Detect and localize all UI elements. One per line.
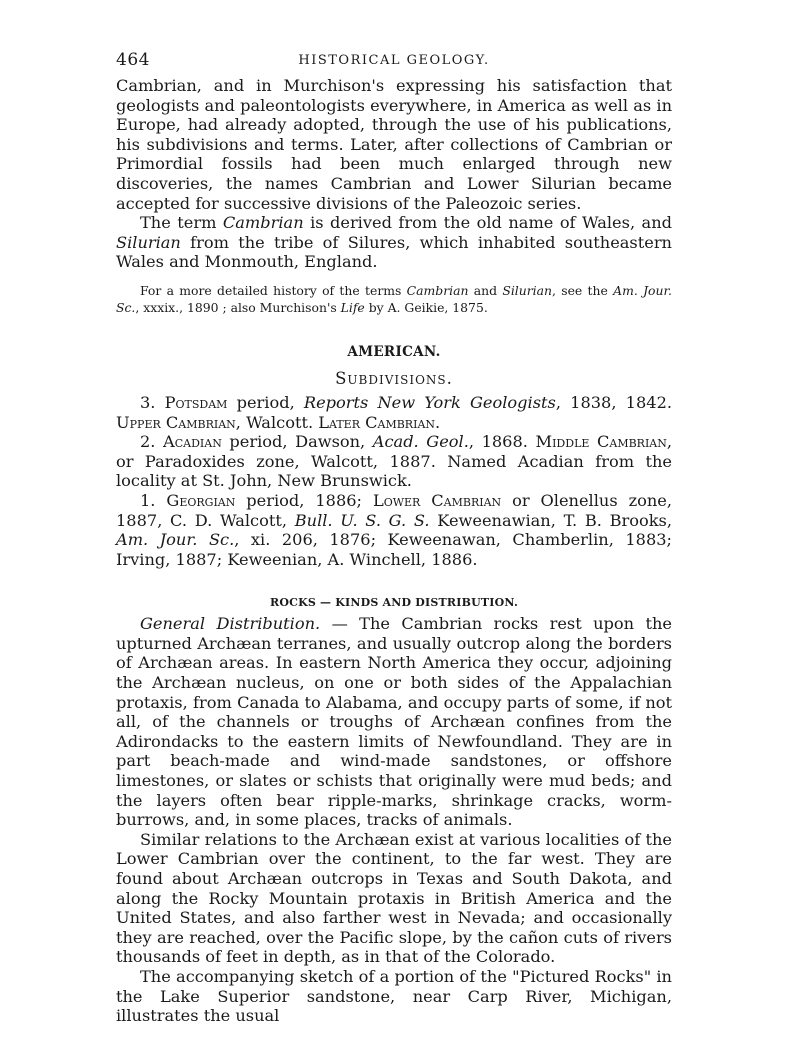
reference-note: For a more detailed history of the terms Cambrian and Silurian, see the Am. Jour. Sc., xxxix., 1890 ; also Murchison's Life by A. Geikie, 1875. bbox=[116, 282, 672, 315]
running-title: HISTORICAL GEOLOGY. bbox=[298, 53, 490, 68]
paragraph-general-distribution: General Distribution. — The Cambrian rocks rest upon the upturned Archæan terranes, and usually outcrop along the borders of Archæan areas. In eastern North America they occur, adjoining the Archæan nucleus, on one or both sides of the Appalachian protaxis, from Canada to Alabama, and occupy parts of some, if not all, of the channels or troughs of Archæan confines from the Adirondacks to the eastern limits of Newfoundland. They are in part beach-made and wind-made sandstones, or offshore limestones, or slates or schists that originally were mud beds; and the layers often bear ripple-marks, shrinkage cracks, worm-burrows, and, in some places, tracks of animals. bbox=[116, 614, 673, 830]
paragraph-cambrian-history: Cambrian, and in Murchison's expressing his satisfaction that geologists and paleontologists everywhere, in America as well as in Europe, had already adopted, through the use of his publications, his subdivisions and terms. Later, after collections of Cambrian or Primordial fossils had been much enlarged through new discoveries, the names Cambrian and Lower Silurian became accepted for successive divisions of the Paleozoic series. bbox=[116, 76, 672, 213]
page-number: 464 bbox=[116, 50, 150, 70]
paragraph-similar-relations: Similar relations to the Archæan exist at various localities of the Lower Cambrian over the continent, to the far west. They are found about Archæan outcrops in Texas and South Dakota, and along the Rocky Mountain protaxis in British America and the United States, and also farther west in Nevada; and occasionally they are reached, over the Pacific slope, by the cañon cuts of rivers thousands of feet in depth, as in that of the Colorado. bbox=[116, 829, 672, 967]
subdivision-item-acadian: 2. Acadian period, Dawson, Acad. Geol., 1868. Middle Cambrian, or Paradoxides zone, Walcott, 1887. Named Acadian from the locality at St. John, New Brunswick. bbox=[116, 432, 673, 491]
book-page bbox=[116, 46, 672, 1026]
subdivision-item-potsdam: 3. Potsdam period, Reports New York Geologists, 1838, 1842. Upper Cambrian, Walcott. Later Cambrian. bbox=[116, 392, 673, 432]
paragraph-pictured-rocks: The accompanying sketch of a portion of the "Pictured Rocks" in the Lake Superior sandstone, near Carp River, Michigan, illustrates the usual bbox=[116, 966, 672, 1026]
subdivision-item-georgian: 1. Georgian period, 1886; Lower Cambrian or Olenellus zone, 1887, C. D. Walcott, Bull. U. S. G. S. Keweenawian, T. B. Brooks, Am. Jour. Sc., xi. 206, 1876; Keweenawan, Chamberlin, 1883; Irving, 1887; Keweenian, A. Winchell, 1886. bbox=[116, 490, 673, 569]
running-header bbox=[116, 46, 672, 76]
paragraph-term-origin: The term Cambrian is derived from the old name of Wales, and Silurian from the tribe of Silures, which inhabited southeastern Wales and Monmouth, England. bbox=[116, 213, 672, 272]
heading-rocks: ROCKS — KINDS AND DISTRIBUTION. bbox=[270, 596, 518, 610]
heading-subdivisions: Subdivisions. bbox=[335, 368, 453, 388]
heading-american: AMERICAN. bbox=[347, 343, 441, 360]
